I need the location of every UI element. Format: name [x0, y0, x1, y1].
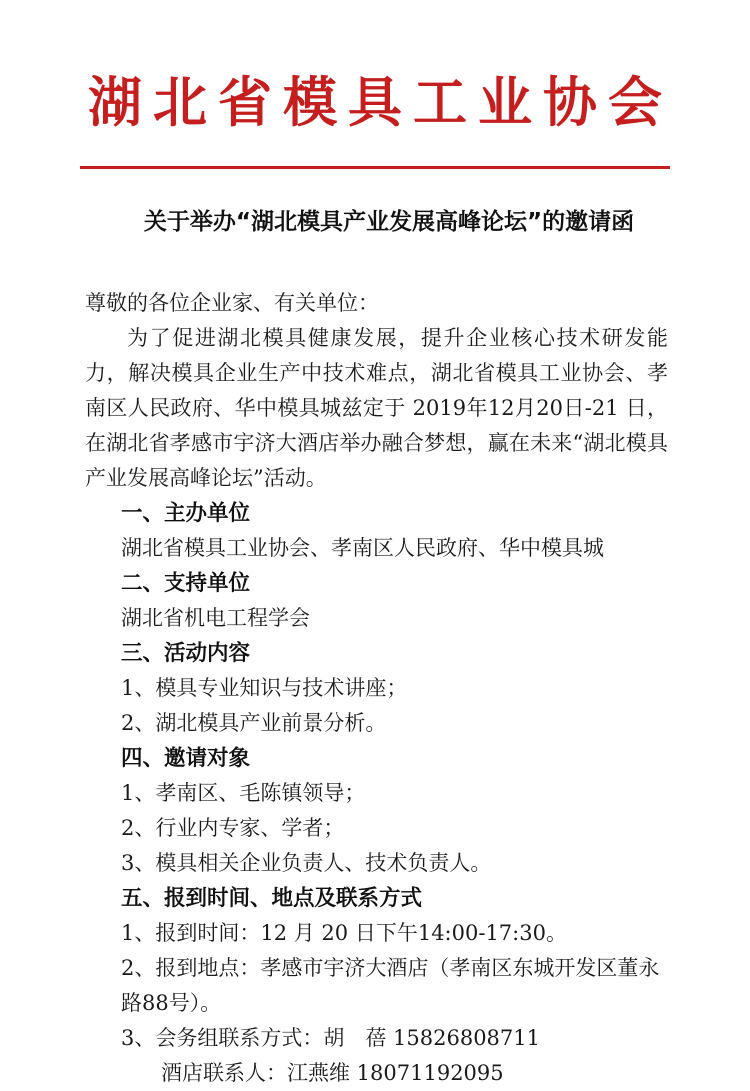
section-heading-activities: 三、活动内容 [121, 641, 251, 666]
section-heading-registration: 五、报到时间、地点及联系方式 [121, 886, 423, 911]
section-item: 3、会务组联系方式：胡 蓓 15826808711 [121, 1026, 541, 1050]
section-heading-supporters: 二、支持单位 [121, 571, 251, 596]
document-title: 关于举办“湖北模具产业发展高峰论坛”的邀请函 [143, 209, 635, 235]
section-item: 1、孝南区、毛陈镇领导； [121, 781, 366, 805]
hotel-contact-line: 酒店联系人：江燕维 18071192095 [161, 1061, 504, 1085]
opening-paragraph: 为了促进湖北模具健康发展，提升企业核心技术研发能力，解决模具企业生产中技术难点，湖北省模具工业协会、孝南区人民政府、华中模具城兹定于 2019年12月20日-21 日，在湖北省孝感市宇济大酒店举办融合梦想，赢在未来“湖北模具产业发展高峰论坛”活动。 [85, 326, 668, 490]
letter-body [0, 286, 750, 1091]
letterhead-divider-rule [80, 166, 670, 169]
section-item: 湖北省机电工程学会 [121, 606, 310, 630]
section-item: 2、报到地点：孝感市宇济大酒店（孝南区东城开发区董永路88号）。 [121, 956, 660, 1015]
section-item: 湖北省模具工业协会、孝南区人民政府、华中模具城 [121, 536, 604, 560]
section-heading-hosts: 一、主办单位 [121, 501, 251, 526]
section-item: 1、报到时间：12 月 20 日下午14:00-17:30。 [121, 921, 567, 945]
section-item: 2、湖北模具产业前景分析。 [121, 711, 387, 735]
organization-title: 湖北省模具工业协会 [88, 70, 673, 134]
section-item: 1、模具专业知识与技术讲座； [121, 676, 408, 700]
salutation: 尊敬的各位企业家、有关单位： [85, 291, 379, 315]
section-item: 2、行业内专家、学者； [121, 816, 345, 840]
section-heading-invitees: 四、邀请对象 [121, 746, 251, 771]
letterhead [0, 0, 750, 169]
section-item: 3、模具相关企业负责人、技术负责人。 [121, 851, 492, 875]
